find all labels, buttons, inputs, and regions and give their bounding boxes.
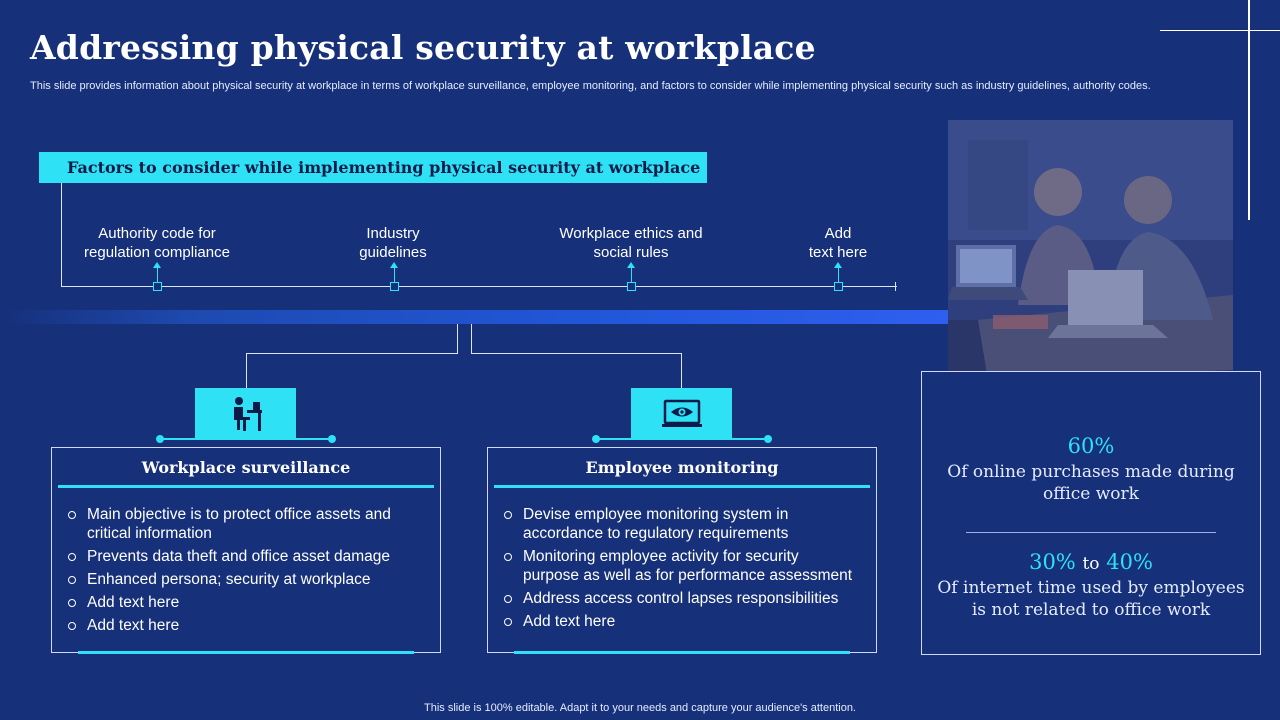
bullet-icon [504, 618, 512, 626]
stats-box [921, 371, 1261, 655]
timeline-marker [834, 282, 843, 291]
card-divider [58, 485, 434, 488]
list-item: Address access control lapses responsibilities [504, 589, 856, 608]
page-subtitle: This slide provides information about physical security at workplace in terms of workplace surveillance, employee monitoring, and factors to consider while implementing physical security such as industry guidelines, authority codes. [30, 80, 1151, 92]
factors-banner: Factors to consider while implementing physical security at workplace [39, 152, 707, 183]
connector-line [160, 438, 332, 440]
timeline-end-tick [895, 282, 896, 291]
timeline-marker-line [394, 264, 395, 282]
decorative-line-horizontal [1160, 30, 1280, 31]
monitor-eye-icon [631, 388, 732, 440]
timeline-marker-line [631, 264, 632, 282]
card-title: Employee monitoring [585, 458, 779, 477]
bullet-icon [504, 595, 512, 603]
timeline-marker-line [838, 264, 839, 282]
connector-dot [764, 435, 772, 443]
employee-monitoring-card [487, 447, 877, 653]
card-bottom-bar [78, 651, 414, 654]
gradient-band [0, 310, 960, 324]
footer-note: This slide is 100% editable. Adapt it to your needs and capture your audience's attention. [424, 702, 856, 714]
connector-line [246, 353, 458, 354]
factor-item-workplace-ethics: Workplace ethics and social rules [559, 225, 703, 261]
timeline-axis [61, 286, 897, 287]
workplace-surveillance-card [51, 447, 441, 653]
timeline-marker [627, 282, 636, 291]
decorative-line-vertical [1248, 0, 1250, 220]
stat-description: Of online purchases made during office work [947, 462, 1235, 504]
stat-value: 60% [1067, 434, 1115, 458]
connector-line [681, 353, 682, 388]
factor-item-industry-guidelines: Industry guidelines [359, 225, 427, 261]
connector-line [457, 324, 458, 354]
list-item: Main objective is to protect office assets and critical information [68, 505, 420, 543]
bullet-icon [68, 576, 76, 584]
person-at-desk-icon [195, 388, 296, 440]
connector-line [246, 353, 247, 388]
list-item: Monitoring employee activity for security purpose as well as for performance assessment [504, 547, 856, 585]
card-title: Workplace surveillance [141, 458, 351, 477]
connector-line [471, 324, 472, 354]
page-title: Addressing physical security at workplace [30, 28, 816, 67]
bullet-list [68, 505, 420, 639]
list-item: Devise employee monitoring system in accordance to regulatory requirements [504, 505, 856, 543]
bullet-icon [68, 622, 76, 630]
card-bottom-bar [514, 651, 850, 654]
card-divider [494, 485, 870, 488]
connector-line [596, 438, 768, 440]
timeline-marker-line [157, 264, 158, 282]
timeline-marker [153, 282, 162, 291]
bullet-icon [68, 553, 76, 561]
connector-dot [328, 435, 336, 443]
bullet-icon [504, 511, 512, 519]
factor-item-add-text: Add text here [808, 225, 868, 261]
office-photo [948, 120, 1233, 402]
list-item: Add text here [68, 593, 420, 612]
bullet-icon [504, 553, 512, 561]
connector-line [471, 353, 682, 354]
stats-divider [966, 532, 1216, 533]
list-item: Add text here [504, 612, 856, 631]
bullet-icon [68, 599, 76, 607]
bullet-list [504, 505, 856, 635]
list-item: Add text here [68, 616, 420, 635]
stat-value-range: 30% to 40% [1029, 550, 1153, 574]
list-item: Enhanced persona; security at workplace [68, 570, 420, 589]
stat-description: Of internet time used by employees is not related to office work [937, 578, 1245, 620]
bullet-icon [68, 511, 76, 519]
list-item: Prevents data theft and office asset damage [68, 547, 420, 566]
factor-item-authority-code: Authority code for regulation compliance [84, 225, 230, 261]
timeline-marker [390, 282, 399, 291]
